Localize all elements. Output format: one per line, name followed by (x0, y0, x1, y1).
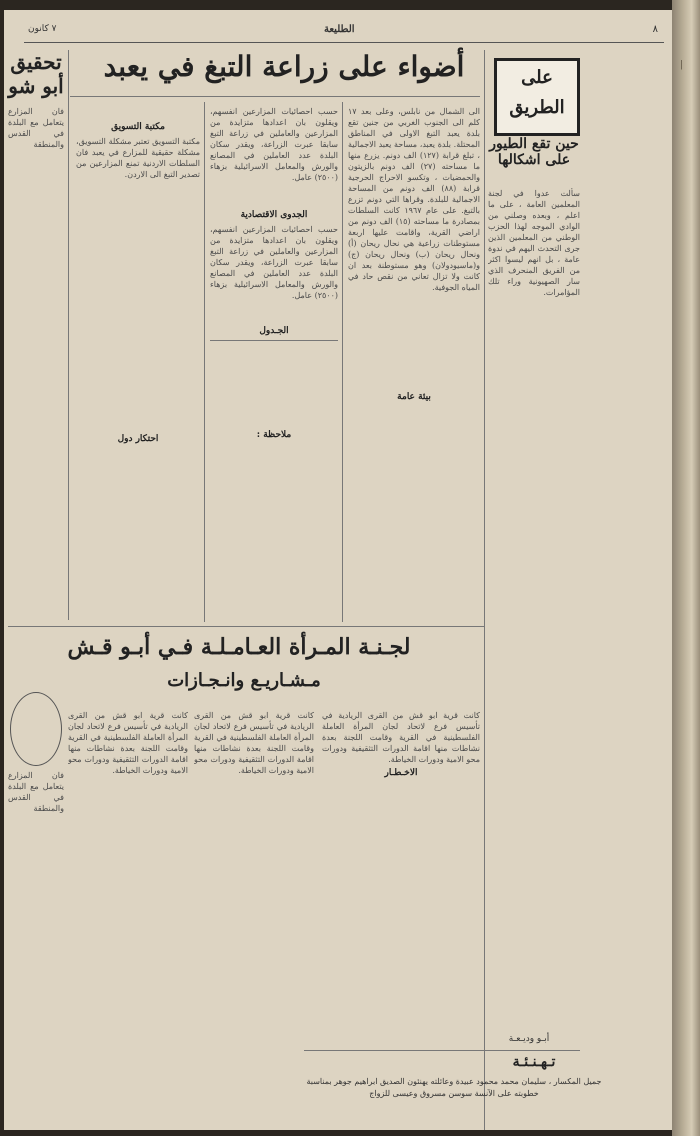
congratulations-text: جميل المكسار ، سليمان محمد محمود عبيدة وعائلته يهنئون الصديق ابراهيم جوهر بمناسبة خطوبته على الآنسة سوسن مسروق وعيسى للزواج (306, 1077, 602, 1098)
left-bottom-text: فان المزارع يتعامل مع البلدة في القدس والمنطقة (8, 771, 64, 813)
column-rule (204, 102, 205, 622)
paper-name: الطليعة (324, 24, 355, 35)
left-column-text: فان المزارع يتعامل مع البلدة في القدس والمنطقة (8, 107, 64, 149)
congrats-rule (304, 1050, 580, 1051)
column-rule (68, 50, 69, 620)
column-rule (342, 102, 343, 622)
economic-text: حسب احصائيات المزارعين انفسهم، ويقلون بان اعدادها متزايدة من المزارعين والعاملين في زراعة التبغ سابقا عبرت الزراعة، ويقدر سكان البلدة عدد العاملين في المصانع والورش والمعامل الاسرائيلية بزهاء (٢٥٠٠) عامل. (210, 225, 338, 300)
side-column-signature: أبـو وديـعـة (508, 1034, 550, 1044)
logo-bottom-word: الطريق (509, 97, 565, 118)
side-column-rule (484, 50, 485, 1130)
main-article-column-2: حسب احصائيات المزارعين انفسهم، ويقلون بان اعدادها متزايدة من المزارعين والعاملين في زراعة التبغ سابقا عبرت الزراعة، ويقدر سكان البلدة عدد العاملين في المصانع والورش والمعامل الاسرائيلية بزهاء (٢٥٠٠) عامل. (210, 107, 338, 182)
illustration-face (10, 692, 62, 766)
page-number: ٨ (652, 24, 658, 35)
issue-date: ٧ كانون (28, 24, 57, 34)
notes-title: ملاحظة : (256, 430, 292, 440)
section-divider (8, 626, 484, 627)
section-number: بيئة عامة (397, 392, 431, 402)
section-marketing: مكتبة التسويق (111, 122, 165, 132)
ala-altariq-logo (494, 58, 580, 136)
problems-section-text: كانت قرية ابو قش من القرى الريادية في تأسيس فرع لاتحاد لجان المرأة العاملة الفلسطينية في القرية وقامت اللجنة بعدة نشاطات منها اقامة الدورات التثقيفية ودورات محو الامية ودورات الخياطة. (322, 711, 480, 764)
table-title: الجـدول (259, 326, 289, 336)
book-binding (672, 0, 700, 1136)
section-economic: الجدوى الاقتصادية (240, 210, 308, 220)
bottom-subheadline: مـشـاريـع وانـجـازات (167, 670, 321, 691)
main-headline: أضواء على زراعة التبغ في يعبد (103, 50, 465, 83)
table-rule (210, 340, 338, 341)
bottom-headline: لجـنـة المـرأة العـامـلـة فـي أبـو قـش (67, 634, 411, 660)
bottom-article-column-1: كانت قرية ابو قش من القرى الريادية في تأسيس فرع لاتحاد لجان المرأة العاملة الفلسطينية في القرية وقامت اللجنة بعدة نشاطات منها اقامة الدورات التثقيفية ودورات محو الامية ودورات الخياطة. (68, 711, 188, 775)
logo-top-word: على (521, 67, 553, 88)
main-article-column-1: الى الشمال من نابلس، وعلى بعد ١٧ كلم الى الجنوب الغربي من جنين تقع بلدة يعبد التبغ الاولى في المناطق المحتلة. بلدة يعبد، مساحة يعبد الاجمالية ، تبلغ قرابة (١٢٧) الف دونم. يزرع منها ما مساحته (٢٧) الف دونم بالزيتون والحمضيات ، وتكسو الاحراج الحرجية قرابة (٨٨) الف دونم من المساحة الاجمالية للبلدة. وقراها التي دونم تزرع بالتبغ. على عام ١٩٦٧ كانت السلطات بمصادرة ما مساحته (١٥) الف دونم من اراضي القرية، واقامت عليها اربعة مستوطنات زراعية هي نحال ريحان (أ) ونحال ريحان (ب) ونحال ريحان (ج) و(ماسيودولان) وهو مستوطنة بعد ان كانت ولا تزال تعاني من نقص حاد في المياه الجوفية. (348, 107, 480, 292)
left-headline: تحقيق أبو شو (8, 50, 64, 98)
page-header (24, 20, 664, 43)
paper-sheet (4, 10, 672, 1130)
section-problems: الاخـطـار (384, 768, 418, 778)
main-article-column-3: مكتبة التسويق تعتبر مشكلة التسويق، مشكلة حقيقية للمزارع في يعبد فان السلطات الاردنية تمنع المزارعين من تصدير التبغ الى الاردن. (76, 137, 200, 179)
side-column-title: حين تقع الطيور على اشكالها (489, 136, 579, 168)
section-monopoly: احتكار دول (117, 434, 159, 444)
side-column-text: سألت عدوا في لجنة المعلمين العامة ، على ما اعلم ، وبعده وصلني من الوادي الموجه لهذا الحزب الوطني من المعلمين الذين جرى التحدث اليهم في ندوة عامة ، بل انهم ليسوا اكثر من الفريق المنحرف الذي سار الصهيونية وراء تلك المؤامرات. (488, 189, 580, 297)
headline-rule (70, 96, 480, 97)
congratulations-title: تـهـنـئـة (512, 1054, 556, 1070)
binding-mark: | (680, 60, 684, 70)
bottom-article-column-2: كانت قرية ابو قش من القرى الريادية في تأسيس فرع لاتحاد لجان المرأة العاملة الفلسطينية في القرية وقامت اللجنة بعدة نشاطات منها اقامة الدورات التثقيفية ودورات محو الامية ودورات الخياطة. (194, 711, 314, 775)
